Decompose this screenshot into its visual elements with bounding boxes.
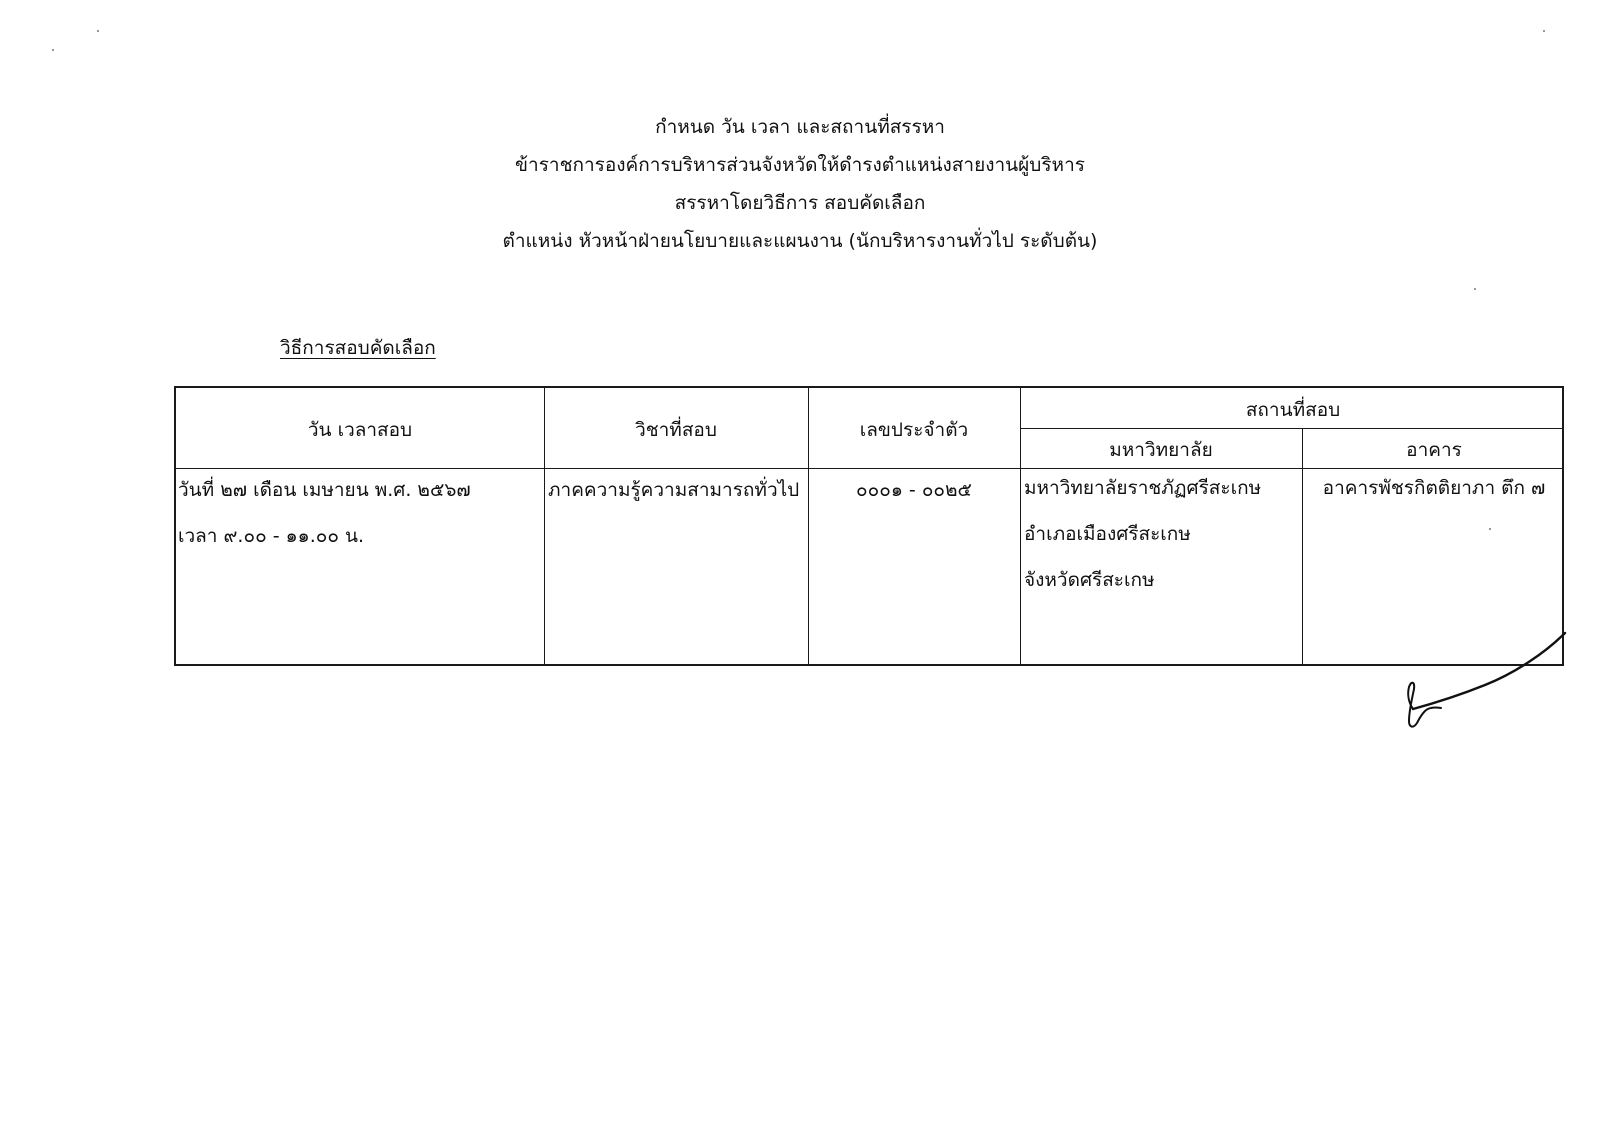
header-id-number: เลขประจำตัว [859, 419, 969, 441]
exam-subject: ภาคความรู้ความสามารถทั่วไป [548, 479, 800, 501]
header-building: อาคาร [1406, 439, 1462, 461]
scan-speck [1543, 30, 1545, 32]
title-line-2: ข้าราชการองค์การบริหารส่วนจังหวัดให้ดำรงตำแหน่งสายงานผู้บริหาร [515, 154, 1085, 176]
venue-university-name: มหาวิทยาลัยราชภัฏศรีสะเกษ [1024, 477, 1262, 499]
section-heading: วิธีการสอบคัดเลือก [280, 337, 436, 359]
header-date-time: วัน เวลาสอบ [307, 419, 413, 441]
row-divider [1020, 428, 1562, 429]
scan-speck [1474, 288, 1476, 290]
exam-date: วันที่ ๒๗ เดือน เมษายน พ.ศ. ๒๕๖๗ [178, 479, 471, 501]
header-venue: สถานที่สอบ [1245, 399, 1341, 421]
venue-building: อาคารพัชรกิตติยาภา ตึก ๗ [1322, 477, 1546, 499]
venue-district: อำเภอเมืองศรีสะเกษ [1024, 523, 1191, 545]
scan-speck [52, 49, 54, 51]
venue-province: จังหวัดศรีสะเกษ [1024, 569, 1155, 591]
title-line-3: สรรหาโดยวิธีการ สอบคัดเลือก [674, 192, 926, 214]
scan-speck [97, 30, 99, 32]
scan-speck [1489, 528, 1491, 530]
candidate-id-range: ๐๐๐๑ - ๐๐๒๕ [856, 479, 972, 501]
header-university: มหาวิทยาลัย [1109, 439, 1213, 461]
exam-schedule-table [174, 386, 1564, 666]
title-line-4: ตำแหน่ง หัวหน้าฝ่ายนโยบายและแผนงาน (นักบริหารงานทั่วไป ระดับต้น) [502, 230, 1098, 252]
title-line-1: กำหนด วัน เวลา และสถานที่สรรหา [655, 116, 945, 138]
column-divider [1020, 388, 1021, 664]
document-title-block [300, 108, 1300, 260]
header-subject: วิชาที่สอบ [635, 419, 717, 441]
exam-time: เวลา ๙.๐๐ - ๑๑.๐๐ น. [178, 525, 365, 547]
handwritten-signature [1395, 625, 1595, 750]
